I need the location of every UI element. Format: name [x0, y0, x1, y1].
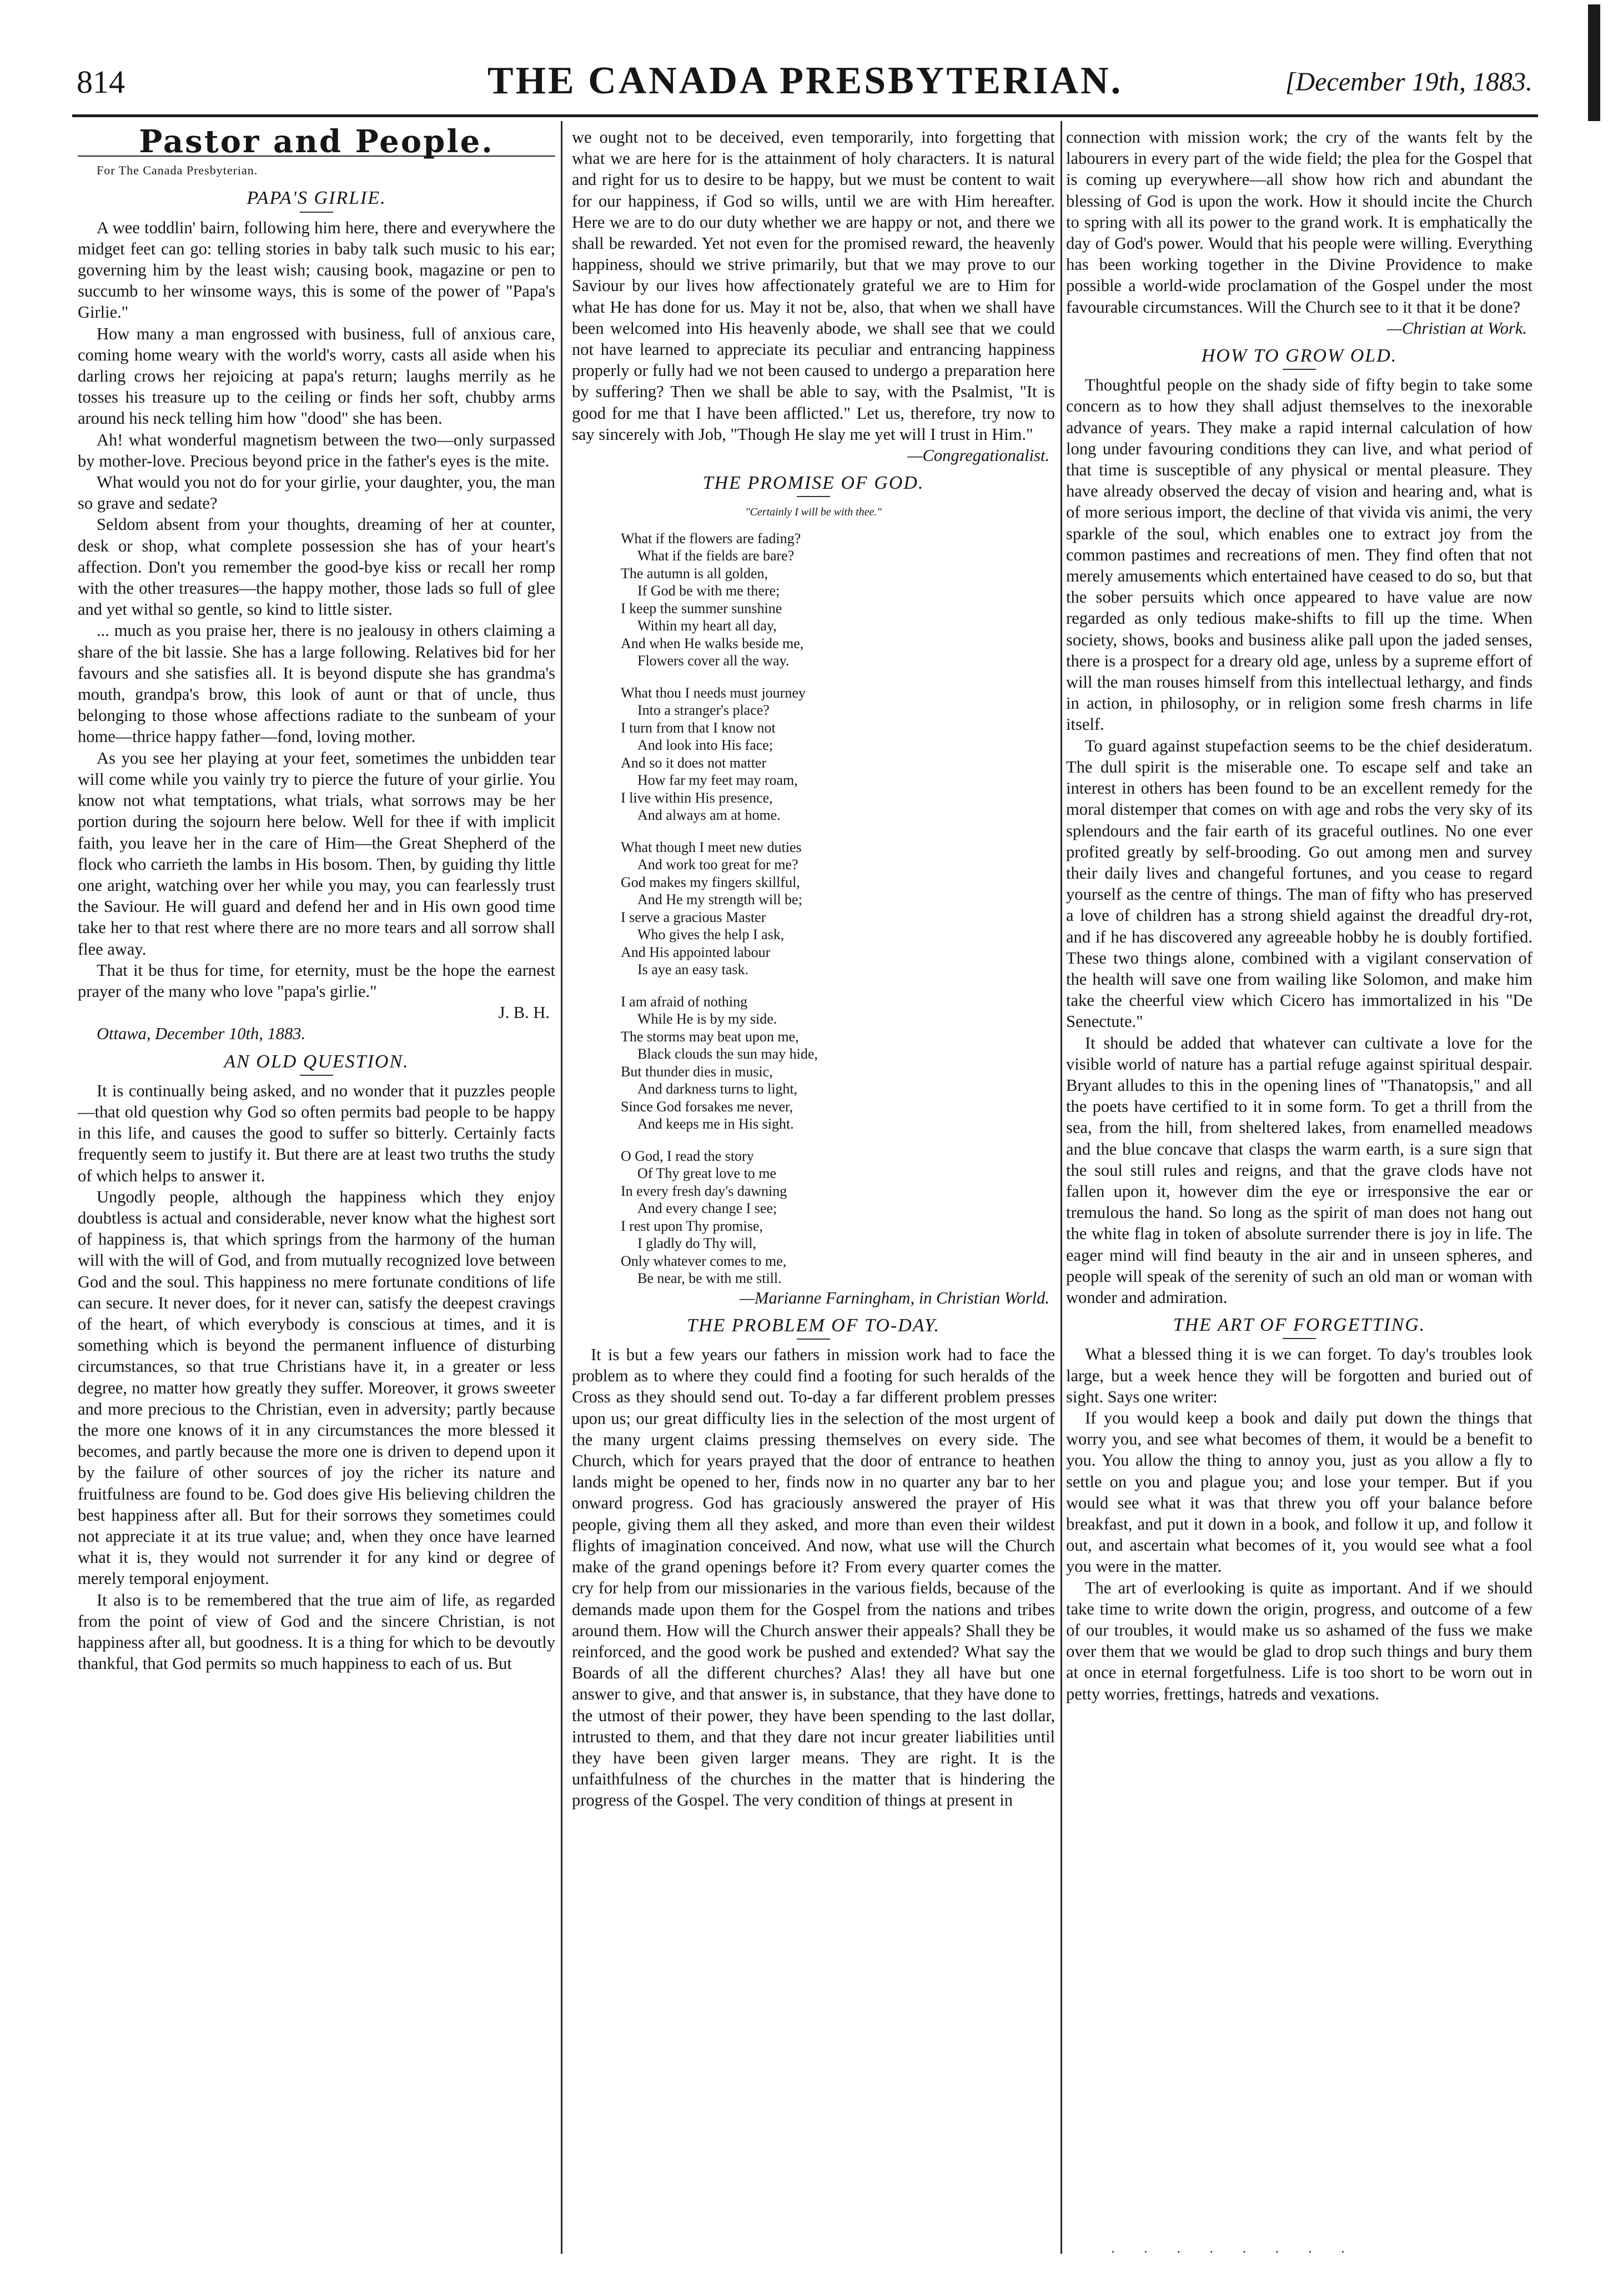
- paragraph: Seldom absent from your thoughts, dreaming of her at counter, desk or shop, what complete possession she has of your heart's affection. Don't you remember the good-bye kiss or recall her romp with the other treasures—the happy mother, those lads so full of glee and yet withal so gentle, so kind to little sister.: [78, 515, 555, 619]
- poem-line: Of Thy great love to me: [637, 1165, 777, 1182]
- source-credit: —Christian at Work.: [1386, 318, 1527, 338]
- paragraph: To guard against stupefaction seems to be the chief desideratum. The dull spirit is the miserable one. To escape self and take an interest in others has been found to be an excellent remedy for the moral distemper that comes on with age and robs the very sky of its splendours and the fair earth of its graceful outlines. No one ever profited greatly by self-brooding. Go out among men and survey their daily lives and changeful fortunes, and you cease to regard yourself as the centre of things. The man of fifty who has preserved a love of children has a strong shield against the dreadful dry-rot, and if he has discovered any agreeable hobby he is doubly fortified. These two things alone, combined with a vigilant conservation of the health will save one from wailing like Solomon, and make him take the cheerful view which Cicero has immortalized in his "De Senectute.": [1066, 736, 1532, 1031]
- paragraph: What a blessed thing it is we can forget. To day's troubles look large, but a week hence they will be forgotten and buried out of sight. Says one writer:: [1066, 1345, 1532, 1406]
- poem-line: Since God forsakes me never,: [621, 1098, 793, 1115]
- poem-line: Who gives the help I ask,: [637, 926, 785, 943]
- poem-line: O God, I read the story: [621, 1147, 754, 1164]
- column-rule-2: [1061, 121, 1062, 2254]
- paragraph: If you would keep a book and daily put down the things that worry you, and see what becomes of them, it would be a benefit to you. You allow the thing to annoy you, just as you allow a fly to settle on you and plague you; and lose your temper. But if you would see what it was that threw you off your balance before breakfast, and put it down in a book, and follow it up, and follow it out, and ascertain what becomes of it, you would see what a fool you were in the matter.: [1066, 1408, 1532, 1576]
- poem-line: Flowers cover all the way.: [637, 653, 790, 669]
- poem-line: And every change I see;: [637, 1200, 777, 1217]
- poem-line: But thunder dies in music,: [621, 1063, 773, 1080]
- paragraph: As you see her playing at your feet, sometimes the unbidden tear will come while you vainly try to pierce the future of your girlie. You know not what temptations, what trials, what sorrows may be her portion during the sojourn here below. Well for thee if with implicit faith, you leave her in the care of Him—the Great Shepherd of the flock who carrieth the lambs in His bosom. Then, by guiding thy little one aright, watching over her while you may, you can fearlessly trust the Saviour. He will guard and defend her and in His own good time take her to that rest where there are no more tears and all sorrow shall flee away.: [78, 748, 555, 959]
- poem-line: Within my heart all day,: [637, 618, 777, 634]
- poem-line: What though I meet new duties: [621, 839, 802, 855]
- poem-line: Only whatever comes to me,: [621, 1252, 787, 1269]
- poem-line: I keep the summer sunshine: [621, 600, 782, 616]
- poem-line: I gladly do Thy will,: [637, 1235, 757, 1252]
- poem-line: And work too great for me?: [637, 856, 798, 873]
- footer-specks: · · · · · · · ·: [1110, 2244, 1358, 2260]
- article-title-art-of-forgetting: THE ART OF FORGETTING.: [1173, 1315, 1426, 1336]
- poem-line: And His appointed labour: [621, 944, 771, 960]
- poem-line: If God be with me there;: [637, 583, 780, 599]
- page-edge-mark: [1588, 4, 1600, 121]
- paragraph: What would you not do for your girlie, your daughter, you, the man so grave and sedate?: [78, 473, 555, 513]
- paragraph: ... much as you praise her, there is no jealousy in others claiming a share of the bit lassie. She has a large following. Relatives bid for her favours and she satisfies all. It is beyond dispute she has grandma's mouth, grandpa's brow, this look of aunt or that of uncle, thus belonging to those whose affections radiate to the sunbeam of your home—thrice happy father—fond, loving mother.: [78, 621, 555, 746]
- column-3: [1066, 127, 1532, 1705]
- article-title-promise-of-god: THE PROMISE OF GOD.: [702, 473, 924, 494]
- poem-line: While He is by my side.: [637, 1011, 777, 1027]
- column-1: [78, 123, 555, 1674]
- poem-line: I turn from that I know not: [621, 719, 776, 736]
- poem-line: The storms may beat upon me,: [621, 1028, 799, 1045]
- issue-date: [December 19th, 1883.: [1285, 67, 1532, 97]
- paragraph: It is but a few years our fathers in mission work had to face the problem as to where they could find a footing for such heralds of the Cross as they should send out. To-day a far different problem presses upon us; our great difficulty lies in the selection of the most urgent of the many urgent claims pressing themselves on every side. The Church, which for years prayed that the door of entrance to heathen lands might be opened to her, finds now in no quarter any bar to her onward progress. God has graciously answered the prayer of His people, giving them all they asked, and more than even their wildest flights of imagination conceived. And now, what use will the Church make of the grand openings before it? From every quarter comes the cry for help from our missionaries in the various fields, because of the demands made upon them for the Gospel from the nations and tribes around them. How will the Church answer their appeals? Shall they be reinforced, and the good work be pushed and extended? What say the Boards of all the different churches? Alas! they all have but one answer to give, and that answer is, in substance, that they have done to the utmost of their power, they have been spending to the last dollar, intrusted to them, and that they dare not incur greater liabilities until they have been given larger means. They are right. It is the unfaithfulness of the churches in the matter that is hindering the progress of the Gospel. The very condition of things at present in: [572, 1345, 1055, 1810]
- poem-line: And He my strength will be;: [637, 891, 802, 908]
- poem-epigraph: "Certainly I will be with thee.": [745, 506, 882, 519]
- for-line: For The Canada Presbyterian.: [97, 163, 258, 178]
- poem-line: Is aye an easy task.: [637, 961, 748, 978]
- section-heading: Pastor and People.: [78, 131, 555, 157]
- title-rule: [797, 1339, 830, 1340]
- stanza-break: [621, 670, 1055, 684]
- poem-line: In every fresh day's dawning: [621, 1182, 787, 1199]
- paragraph: That it be thus for time, for eternity, must be the hope the earnest prayer of the many who love "papa's girlie.": [78, 960, 555, 1001]
- paragraph: A wee toddlin' bairn, following him here, there and everywhere the midget feet can go: telling stories in baby talk such music to his ear; governing him by the least wish; causing book, magazine or pen to succumb to her winsome ways, this is some of the power of "Papa's Girlie.": [78, 218, 555, 322]
- column-2: [572, 127, 1055, 1811]
- poem-line: And look into His face;: [637, 737, 773, 754]
- masthead-rule: [72, 114, 1538, 117]
- poem-line: Black clouds the sun may hide,: [637, 1046, 818, 1062]
- poem-line: I live within His presence,: [621, 789, 773, 806]
- poem-line: What if the flowers are fading?: [621, 530, 801, 547]
- paragraph: Ah! what wonderful magnetism between the two—only surpassed by mother-love. Precious beyond price in the father's eyes is the mite.: [78, 430, 555, 470]
- poem-line: Into a stranger's place?: [637, 702, 770, 719]
- page-number: 814: [77, 64, 125, 100]
- stanza-break: [621, 979, 1055, 993]
- poem-line: And darkness turns to light,: [637, 1081, 798, 1097]
- signature: J. B. H.: [498, 1003, 550, 1022]
- poem-line: And when He walks beside me,: [621, 635, 804, 651]
- paragraph: The art of everlooking is quite as important. And if we should take time to write down the origin, progress, and outcome of a few of our troubles, it would make us so ashamed of the fuss we make over them that we would be glad to drop such things and bury them at once in eternal forgetfulness. Life is too short to be worn out in petty worries, frettings, hatreds and vexations.: [1066, 1578, 1532, 1703]
- poem-line: What if the fields are bare?: [637, 548, 795, 564]
- poem-credit: —Marianne Farningham, in Christian World.: [739, 1288, 1049, 1307]
- title-rule: [1283, 1338, 1316, 1339]
- poem-line: God makes my fingers skillful,: [621, 874, 800, 890]
- article-title-old-question: AN OLD QUESTION.: [224, 1051, 409, 1072]
- poem-line: I serve a gracious Master: [621, 909, 766, 925]
- poem-line: And so it does not matter: [621, 754, 767, 771]
- stanza-break: [621, 824, 1055, 839]
- paragraph: It should be added that whatever can cultivate a love for the visible world of nature has a partial refuge against spiritual despair. Bryant alludes to this in the opening lines of "Thanatopsis," and all the poets have certified to it in some form. To get a thrill from the sea, from the hill, from sheltered lakes, from enamelled meadows and the blue concave that clasps the warm earth, is a sure sign that the soul still rules and reigns, and that the grave clods have not fallen upon it, however dim the eye or irresponsive the ear or tremulous the hand. So long as the spirit of man does not hang out the white flag in token of absolute surrender there is joy in life. The eager mind will find beauty in the air and in unseen spheres, and people will speak of the serenity of such an old man or woman with wonder and admiration.: [1066, 1033, 1532, 1307]
- title-rule: [300, 212, 333, 213]
- poem-line: I am afraid of nothing: [621, 993, 748, 1010]
- paragraph: How many a man engrossed with business, full of anxious care, coming home weary with the world's worry, casts all aside when his darling crows her rejoicing at papa's return; laughs merrily as he tosses his treasure up to the ceiling or finds her soft, chubby arms around his neck telling him how "dood" she has been.: [78, 324, 555, 428]
- article-title-problem-of-today: THE PROBLEM OF TO-DAY.: [687, 1315, 940, 1336]
- paragraph-continued: we ought not to be deceived, even temporarily, into forgetting that what we are here for is the attainment of holy characters. It is natural and right for us to desire to be happy, but we must be content to wait for our happiness, if God so wills, until we are with Him hereafter. Here we are to do our duty whether we are happy or not, and there we shall be rewarded. Yet not even for the promised reward, the heavenly happiness, should we strive primarily, but that we may prove to our Saviour by our lives how affectionately grateful we are to Him for what He has done for us. May it not be, also, that when we shall have been welcomed into His heavenly abode, we shall see that we could not have learned to appreciate its peculiar and entrancing happiness properly or fully had we not been caused to undergo a preparation here by suffering? Then we shall be able to say, with the Psalmist, "It is good for me that I have been afflicted." Let us, therefore, try now to say sincerely with Job, "Though He slay me yet will I trust in Him.": [572, 128, 1055, 444]
- dateline: Ottawa, December 10th, 1883.: [97, 1024, 306, 1044]
- poem-line: I rest upon Thy promise,: [621, 1217, 763, 1234]
- title-rule: [300, 1075, 333, 1076]
- column-rule-1: [561, 121, 562, 2254]
- poem-line: And always am at home.: [637, 807, 781, 824]
- paragraph-continued: connection with mission work; the cry of the wants felt by the labourers in every part of the wide field; the plea for the Gospel that is coming up everywhere—all show how rich and abundant the blessing of God is upon the work. How it should incite the Church to spring with all its power to the grand work. It is emphatically the day of God's power. Would that his people were willing. Everything has been working together in the Divine Providence to make possible a world-wide proclamation of the Gospel under the most favourable circumstances. Will the Church see to it that it be done?: [1066, 128, 1532, 317]
- title-rule: [1283, 369, 1316, 370]
- poem-line: The autumn is all golden,: [621, 565, 768, 581]
- poem-line: And keeps me in His sight.: [637, 1116, 794, 1132]
- poem-line: How far my feet may roam,: [637, 772, 798, 789]
- paragraph: It also is to be remembered that the true aim of life, as regarded from the point of view of God and the sincere Christian, is not happiness after all, but goodness. It is a thing for which to be devoutly thankful, that God permits so much happiness to each of us. But: [78, 1590, 555, 1673]
- title-rule: [797, 496, 830, 497]
- poem-line: Be near, be with me still.: [637, 1270, 782, 1287]
- paper-name: THE CANADA PRESBYTERIAN.: [487, 59, 1123, 102]
- article-title-papas-girlie: PAPA'S GIRLIE.: [247, 188, 386, 209]
- masthead: [72, 56, 1538, 107]
- poem: [621, 530, 1055, 1287]
- paragraph: Thoughtful people on the shady side of fifty begin to take some concern as to how they shall adjust themselves to the inexorable advance of years. They make a rapid internal calculation of how long under favouring conditions they can live, and what period of that time is susceptible of any physical or mental pleasure. They have already observed the decay of vision and hearing and, what is of more serious import, the decline of that vivida vis animi, the very sparkle of the soul, which enables one to extract joy from the common pastimes and recreations of men. They find often that not merely amusements which entertained have ceased to do so, but that the sober persuits which once appeared to have value are now regarded as only tedious make-shifts to fill up the time. When society, shows, books and business alike pall upon the jaded senses, there is a prospect for a dreary old age, unless by a supreme effort of will the man rouses himself from this intellectual lethargy, and finds in action, in philosophy, or in religion some fresh charms in life itself.: [1066, 375, 1532, 734]
- article-title-how-to-grow-old: HOW TO GROW OLD.: [1201, 345, 1398, 367]
- source-credit: —Congregationalist.: [907, 446, 1049, 465]
- stanza-break: [621, 1133, 1055, 1147]
- poem-line: What thou I needs must journey: [621, 684, 806, 701]
- paragraph: Ungodly people, although the happiness which they enjoy doubtless is actual and considerable, never know what the highest sort of happiness is, that which springs from the harmony of the human will with the will of God, and from mutually recognized love between God and the soul. This happiness no mere fortunate conditions of life can secure. It never does, for it never can, satisfy the deepest cravings of the heart, of which everybody is conscious at times, and it is something which is beyond the permanent influence of disturbing circumstances, so that true Christians have it, in a greater or less degree, no matter how greatly they suffer. Moreover, it grows sweeter and more precious to the Christian, even in adversity; partly because the more one knows of it in any circumstances the more blessed it becomes, and partly because the more one is driven to depend upon it by the failure of other sources of joy the richer its nature and fruitfulness are found to be. God does give His believing children the best happiness after all. But for their sorrows they sometimes could not appreciate it at its true value; and, when they once have learned what it is, they would not surrender it for any kind or degree of merely temporal enjoyment.: [78, 1187, 555, 1588]
- paragraph: It is continually being asked, and no wonder that it puzzles people—that old question why God so often permits bad people to be happy in this life, and causes the good to suffer so bitterly. Certainly facts frequently seem to justify it. But there are at least two truths the study of which helps to answer it.: [78, 1081, 555, 1185]
